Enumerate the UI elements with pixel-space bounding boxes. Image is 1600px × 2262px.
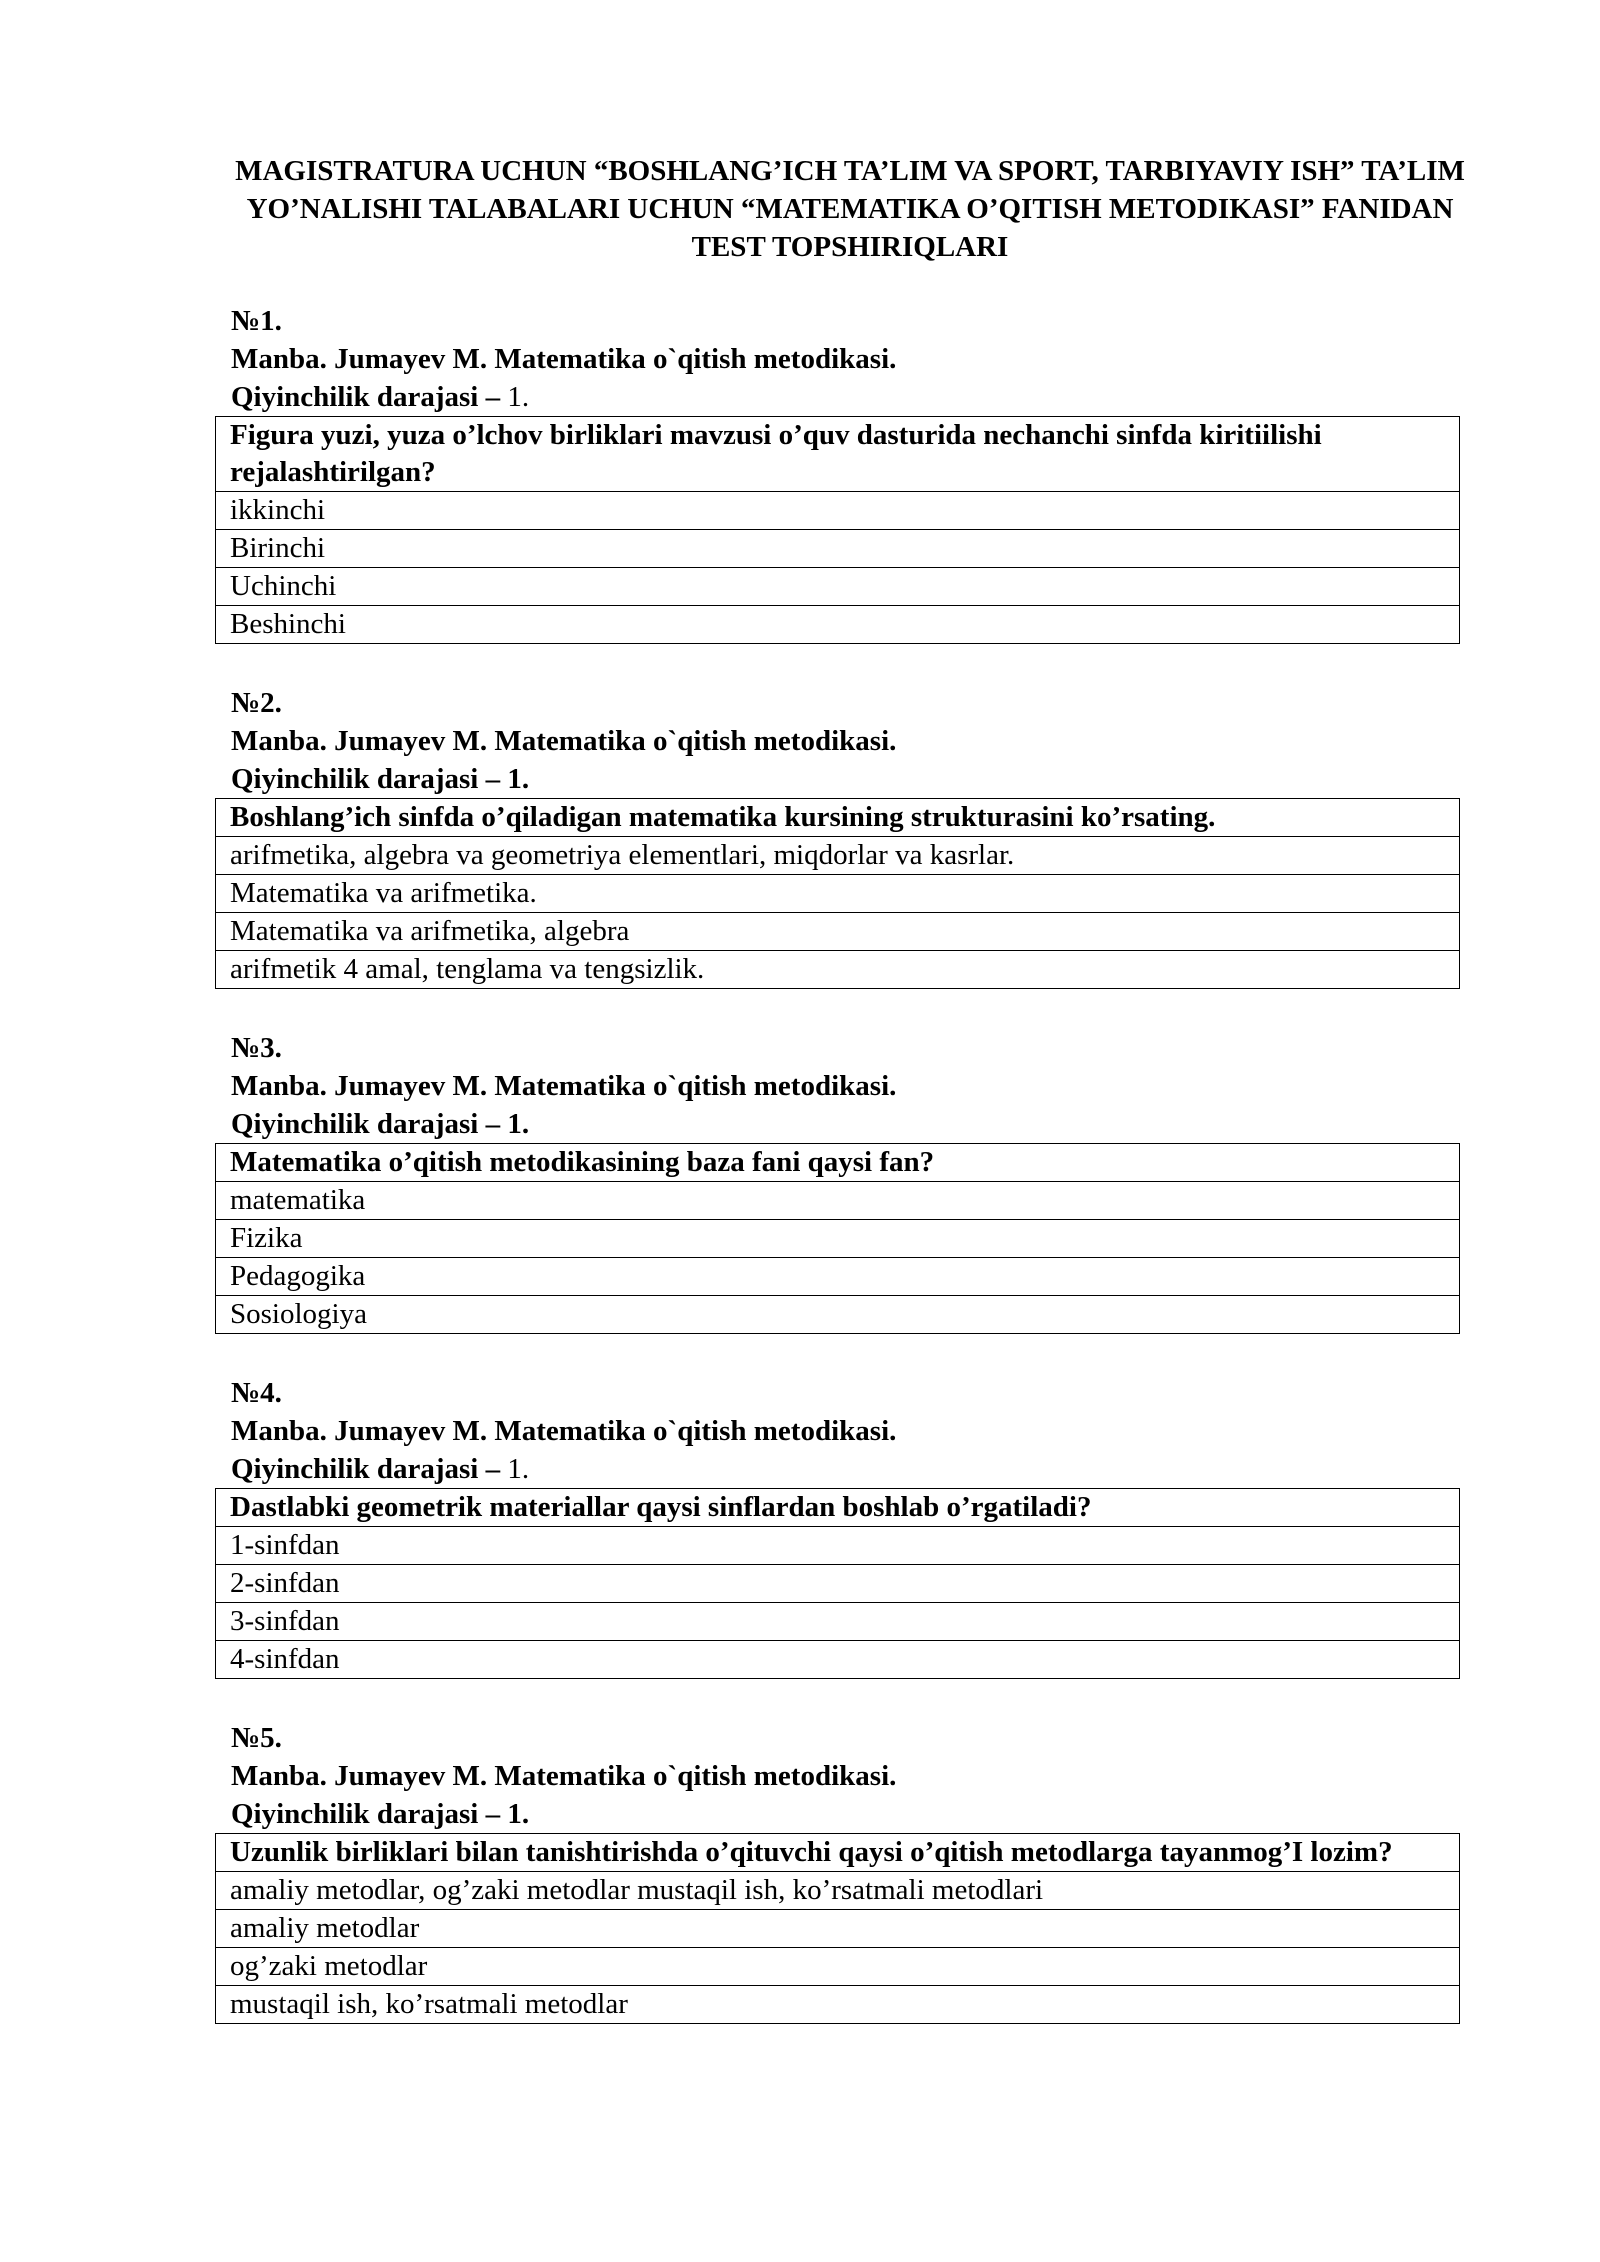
question-number: №1. (231, 305, 282, 337)
question-number: №5. (231, 1722, 282, 1754)
question-difficulty (231, 378, 1460, 416)
answer-table (215, 1143, 1460, 1334)
answer-option: amaliy metodlar (216, 1910, 1460, 1948)
question-5 (215, 1719, 1460, 2024)
difficulty-label: Qiyinchilik darajasi – (231, 381, 501, 413)
difficulty-label: Qiyinchilik darajasi – (231, 763, 501, 795)
difficulty-value: 1. (500, 381, 530, 413)
difficulty-label: Qiyinchilik darajasi – (231, 1798, 501, 1830)
question-source: Manba. Jumayev M. Matematika o`qitish metodikasi. (231, 725, 897, 757)
difficulty-value: 1. (500, 1108, 530, 1140)
question-difficulty (231, 1795, 1460, 1833)
question-prompt: Boshlang’ich sinfda o’qiladigan matematika kursining strukturasini ko’rsating. (216, 799, 1460, 837)
answer-option: Beshinchi (216, 606, 1460, 644)
answer-option: 1-sinfdan (216, 1527, 1460, 1565)
difficulty-label: Qiyinchilik darajasi – (231, 1108, 501, 1140)
answer-table (215, 416, 1460, 644)
answer-option: arifmetika, algebra va geometriya elementlari, miqdorlar va kasrlar. (216, 837, 1460, 875)
question-number: №3. (231, 1032, 282, 1064)
answer-table (215, 1833, 1460, 2024)
difficulty-label: Qiyinchilik darajasi – (231, 1453, 501, 1485)
answer-option: matematika (216, 1182, 1460, 1220)
question-prompt: Matematika o’qitish metodikasining baza fani qaysi fan? (216, 1144, 1460, 1182)
question-source: Manba. Jumayev M. Matematika o`qitish metodikasi. (231, 1070, 897, 1102)
question-1 (215, 302, 1460, 644)
question-number: №2. (231, 687, 282, 719)
answer-option: Uchinchi (216, 568, 1460, 606)
difficulty-value: 1. (500, 1453, 530, 1485)
answer-option: Fizika (216, 1220, 1460, 1258)
question-difficulty (231, 1105, 1460, 1143)
answer-option: Matematika va arifmetika. (216, 875, 1460, 913)
answer-option: ikkinchi (216, 492, 1460, 530)
answer-option: 2-sinfdan (216, 1565, 1460, 1603)
answer-option: Birinchi (216, 530, 1460, 568)
question-source: Manba. Jumayev M. Matematika o`qitish metodikasi. (231, 1415, 897, 1447)
difficulty-value: 1. (500, 763, 530, 795)
document-title: MAGISTRATURA UCHUN “BOSHLANG’ICH TA’LIM VA SPORT, TARBIYAVIY ISH” TA’LIM YO’NALISHI TALABALARI UCHUN “MATEMATIKA O’QITISH METODIKASI” FANIDAN TEST TOPSHIRIQLARI (235, 155, 1465, 263)
question-2 (215, 684, 1460, 989)
question-prompt: Uzunlik birliklari bilan tanishtirishda o’qituvchi qaysi o’qitish metodlarga tayanmog’I lozim? (216, 1834, 1460, 1872)
answer-option: 3-sinfdan (216, 1603, 1460, 1641)
question-4 (215, 1374, 1460, 1679)
question-prompt: Figura yuzi, yuza o’lchov birliklari mavzusi o’quv dasturida nechanchi sinfda kiritiilishi rejalashtirilgan? (216, 417, 1460, 492)
difficulty-value: 1. (500, 1798, 530, 1830)
question-source: Manba. Jumayev M. Matematika o`qitish metodikasi. (231, 1760, 897, 1792)
question-difficulty (231, 1450, 1460, 1488)
answer-table (215, 798, 1460, 989)
question-difficulty (231, 760, 1460, 798)
answer-option: Sosiologiya (216, 1296, 1460, 1334)
question-3 (215, 1029, 1460, 1334)
question-source: Manba. Jumayev M. Matematika o`qitish metodikasi. (231, 343, 897, 375)
answer-option: Matematika va arifmetika, algebra (216, 913, 1460, 951)
answer-option: Pedagogika (216, 1258, 1460, 1296)
answer-table (215, 1488, 1460, 1679)
question-number: №4. (231, 1377, 282, 1409)
question-prompt: Dastlabki geometrik materiallar qaysi sinflardan boshlab o’rgatiladi? (216, 1489, 1460, 1527)
answer-option: mustaqil ish, ko’rsatmali metodlar (216, 1986, 1460, 2024)
answer-option: amaliy metodlar, og’zaki metodlar mustaqil ish, ko’rsatmali metodlari (216, 1872, 1460, 1910)
answer-option: og’zaki metodlar (216, 1948, 1460, 1986)
answer-option: 4-sinfdan (216, 1641, 1460, 1679)
answer-option: arifmetik 4 amal, tenglama va tengsizlik. (216, 951, 1460, 989)
